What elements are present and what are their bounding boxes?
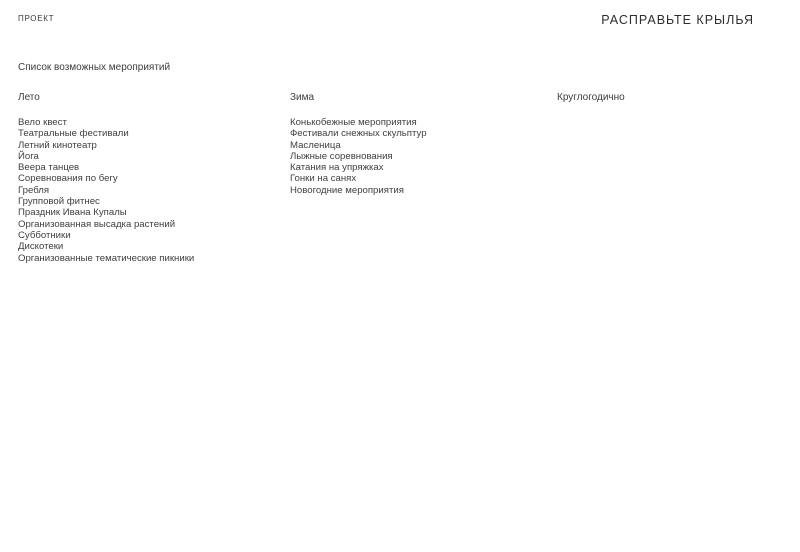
list-item: Вело квест [18,117,67,128]
list-item: Организованные тематические пикники [18,252,195,264]
list-item: Катания на упряжках [290,162,384,174]
list-item: Йога [18,150,39,162]
list-item: Гребля [18,184,50,196]
column-winter [290,92,550,196]
column-summer [18,92,283,264]
columns [18,92,800,292]
list-item: Субботники [18,229,71,241]
list-item: Масленица [290,139,341,151]
column-year-round [557,92,787,117]
list-item: Групповой фитнес [18,196,100,208]
list-item: Новогодние мероприятия [290,184,404,196]
list-item: Соревнования по бегу [18,173,118,185]
column-list-winter [290,117,550,196]
list-item: Праздник Ивана Купалы [18,207,127,219]
list-item: Театральные фестивали [18,128,129,140]
list-item: Летний кинотеатр [18,139,97,151]
column-header-winter: Зима [290,92,315,103]
column-header-year-round: Круглогодично [557,92,625,103]
column-list-summer [18,117,283,264]
list-item: Гонки на санях [290,173,357,185]
list-item: Конькобежные мероприятия [290,117,417,128]
column-header-summer: Лето [18,92,40,103]
brand-title: РАСПРАВЬТЕ КРЫЛЬЯ [601,13,754,27]
list-item: Дискотеки [18,241,64,253]
list-item: Фестивали снежных скульптур [290,128,427,140]
list-item: Организованная высадка растений [18,218,176,230]
list-item: Веера танцев [18,162,80,174]
project-label: ПРОЕКТ [18,14,55,23]
page-title: Список возможных мероприятий [18,62,171,73]
list-item: Лыжные соревнования [290,150,393,162]
